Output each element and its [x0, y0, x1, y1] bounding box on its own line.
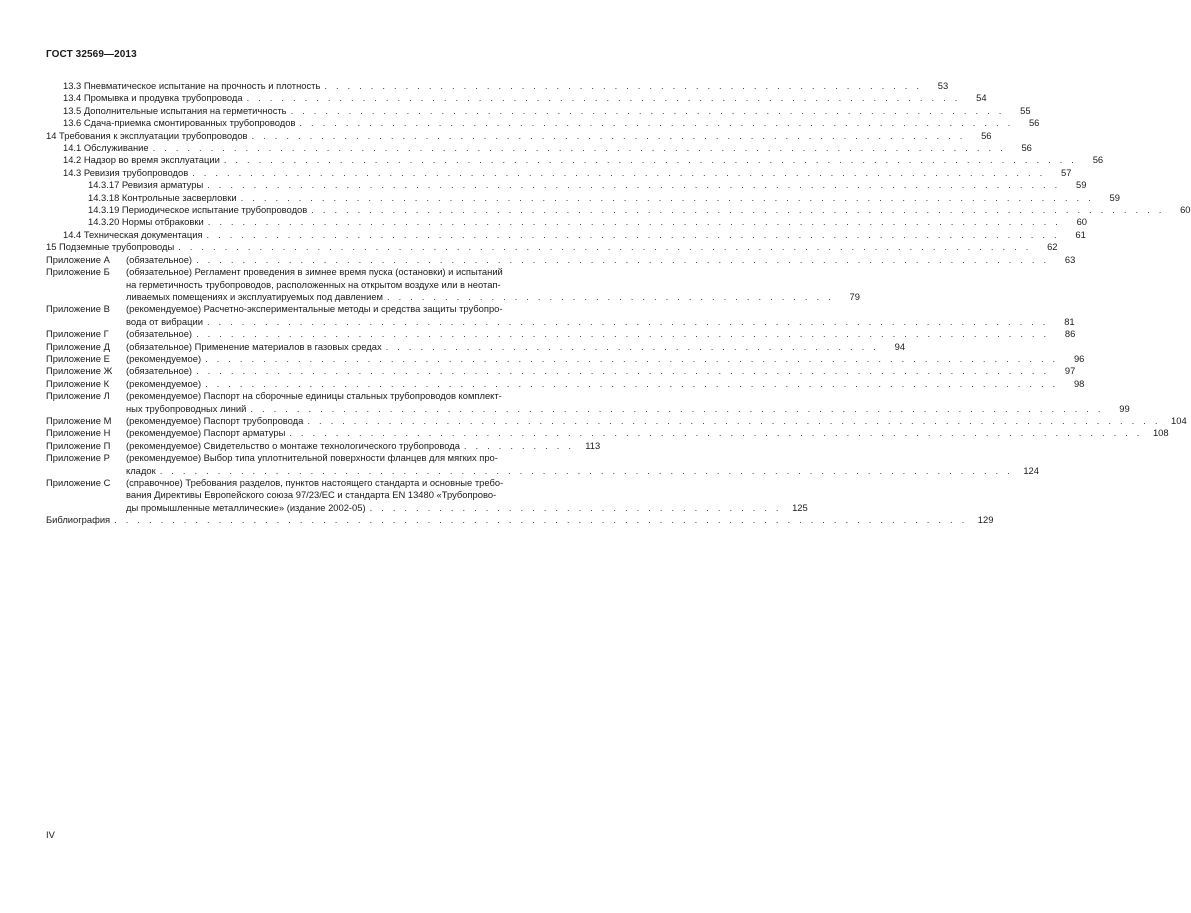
toc-appendix-entry[interactable]: [46, 390, 1130, 415]
toc-entry[interactable]: [46, 142, 1032, 154]
toc-entry-page: 62: [1047, 241, 1058, 253]
toc-entry-title: 13.5 Дополнительные испытания на герметичность: [63, 104, 287, 116]
appendix-title-line: ды промышленные металлические» (издание 2002-05): [126, 501, 366, 513]
toc-entry-page: 60: [1076, 216, 1088, 228]
dot-leader: . . . . . . . . . . . . . . . . . . . . . . . . . . . . . . . . . . . . . . . . . . . . . . . . . . . . . . . . . . . . . . . . . . . . . . . . . .: [289, 427, 1143, 439]
appendix-label: Приложение Р: [46, 452, 110, 464]
dot-leader: . . . . . . . . . . . . . . . . . . . . . . . . . . . . . . . . . . . . . . . . . . . . . . . . . . . . . . . . . . . . . . . . . . . . . . . . . .: [152, 142, 1006, 154]
toc-entry-page: 55: [1020, 104, 1031, 116]
appendix-label: Приложение С: [46, 477, 111, 488]
toc-entry-page: 60: [1180, 204, 1191, 216]
toc-entry-page: 81: [1064, 315, 1075, 327]
dot-leader: . . . . . . . . . . . . . . . . . . . . . . . . . . . . . . . . . . . . . . . . . . . . . . . . . . . . . . . . . . . . . . . . . . . . . . . . . .: [223, 154, 1078, 166]
toc-entry-page: 124: [1023, 464, 1039, 476]
toc-appendix-entry[interactable]: [46, 414, 1187, 427]
appendix-title-line: (рекомендуемое) Паспорт на сборочные единицы стальных трубопроводов комплект-: [126, 390, 502, 402]
toc-entry-title: 13.3 Пневматическое испытание на прочность и плотность: [63, 80, 321, 91]
dot-leader: . . . . . . . . . . . . . . . . . . . . . . . . . . . . . . . . . . . . . . . . . . . . . . . . . . . . . . . . . . . . . . . . . . . . . . . . . .: [196, 253, 1050, 265]
toc-entry-title: 14.3.20 Нормы отбраковки: [88, 216, 204, 228]
appendix-title: (рекомендуемое) Свидетельство о монтаже технологического трубопровода: [126, 439, 460, 451]
dot-leader: . . . . . . . . . . . . . . . . . . . . . . . . . . . . . . . . . . . . . . .: [386, 290, 834, 302]
toc-appendix-entry[interactable]: [46, 439, 601, 452]
toc-entry-page: 96: [1073, 352, 1085, 364]
appendix-title-line: вания Директивы Европейского союза 97/23/ЕС и стандарта EN 13480 «Трубопрово-: [126, 489, 497, 501]
dot-leader: . . . . . . . . . . . . . . . . . . . . . . . . . . . . . . . . . . . .: [369, 501, 782, 513]
toc-entry[interactable]: [46, 166, 1072, 179]
table-of-contents: [46, 80, 1191, 527]
toc-entry-title: 14.3.18 Контрольные засверловки: [88, 191, 237, 203]
toc-appendix-entry[interactable]: [46, 477, 808, 514]
appendix-title: (обязательное): [126, 328, 193, 340]
toc-entry-title: 13.6 Сдача-приемка смонтированных трубопроводов: [63, 117, 296, 129]
toc-entry-page: 125: [792, 501, 808, 513]
toc-entry[interactable]: [46, 204, 1191, 216]
dot-leader: . . . . . . . . . . . . . . . . . . . . . . . . . . . . . . . . . . . . . . . . . . .: [385, 340, 880, 352]
toc-entry-page: 98: [1073, 377, 1085, 389]
toc-entry-page: 99: [1119, 402, 1130, 414]
dot-leader: . . . . . . . . . .: [463, 439, 575, 451]
appendix-label: Приложение Н: [46, 427, 111, 439]
toc-entry-page: 54: [976, 92, 987, 104]
toc-appendix-entry[interactable]: [46, 303, 1075, 328]
dot-leader: . . . . . . . . . . . . . . . . . . . . . . . . . . . . . . . . . . . . . . . . . . . . . . . . . . . .: [324, 80, 923, 91]
toc-entry-title: 14 Требования к эксплуатации трубопроводов: [46, 129, 248, 141]
toc-entry-title: 14.2 Надзор во время эксплуатации: [63, 154, 220, 166]
dot-leader: . . . . . . . . . . . . . . . . . . . . . . . . . . . . . . . . . . . . . . . . . . . . . . . . . . . . . . . . . . . . . . . . . . . . . . . . . .: [206, 228, 1060, 240]
toc-entry-page: 97: [1064, 365, 1076, 377]
toc-appendix-entry[interactable]: [46, 340, 906, 353]
toc-entry-page: 86: [1064, 328, 1076, 340]
dot-leader: . . . . . . . . . . . . . . . . . . . . . . . . . . . . . . . . . . . . . . . . . . . . . . . . . . . . . . . . . . . . . . . . . . . . . . . . . .: [205, 352, 1059, 364]
dot-leader: . . . . . . . . . . . . . . . . . . . . . . . . . . . . . . . . . . . . . . . . . . . . . . . . . . . . . . . . . . . . . . . . . . . . . . . . . .: [205, 377, 1059, 389]
toc-entry-title: 14.3.17 Ревизия арматуры: [88, 179, 204, 191]
toc-appendix-entry[interactable]: [46, 266, 860, 303]
toc-entry-page: 113: [585, 439, 601, 451]
toc-entry-page: 56: [981, 129, 992, 141]
toc-appendix-entry[interactable]: [46, 352, 1085, 365]
toc-entry-title: 15 Подземные трубопроводы: [46, 241, 175, 253]
toc-entry-title: 14.3.19 Периодическое испытание трубопроводов: [88, 204, 308, 216]
toc-entry-page: 129: [977, 514, 994, 526]
appendix-title: (рекомендуемое): [126, 352, 202, 364]
appendix-title-line: ливаемых помещениях и эксплуатируемых под давлением: [126, 290, 383, 302]
toc-entry-page: 59: [1076, 179, 1087, 191]
toc-appendix-entry[interactable]: [46, 452, 1039, 477]
dot-leader: . . . . . . . . . . . . . . . . . . . . . . . . . . . . . . . . . . . . . . . . . . . . . . . . . . . . . . . . . . . . . . . . . . . . . . . . . .: [196, 328, 1050, 340]
dot-leader: . . . . . . . . . . . . . . . . . . . . . . . . . . . . . . . . . . . . . . . . . . . . . . . . . . . . . . . . . . . . . . . . . . . . . . . . . .: [114, 514, 968, 526]
toc-entry[interactable]: [46, 216, 1088, 228]
toc-entry[interactable]: [46, 179, 1087, 191]
page-number: IV: [46, 829, 55, 840]
dot-leader: . . . . . . . . . . . . . . . . . . . . . . . . . . . . . . . . . . . . . . . . . . . . . . . . . . . . . . . . . . . . . .: [251, 129, 966, 141]
toc-entry[interactable]: [46, 241, 1058, 253]
toc-entry[interactable]: [46, 117, 1040, 129]
toc-entry[interactable]: [46, 228, 1086, 241]
toc-entry-page: 59: [1109, 191, 1120, 203]
dot-leader: . . . . . . . . . . . . . . . . . . . . . . . . . . . . . . . . . . . . . . . . . . . . . . . . . . . . . . . . . . . . . .: [290, 104, 1005, 116]
toc-entry-title: 14.3 Ревизия трубопроводов: [63, 166, 189, 178]
dot-leader: . . . . . . . . . . . . . . . . . . . . . . . . . . . . . . . . . . . . . . . . . . . . . . . . . . . . . . . . . . . . . . . . . . . . . . . . . .: [240, 191, 1094, 203]
toc-entry-title: Библиография: [46, 514, 111, 526]
toc-entry-page: 56: [1092, 154, 1104, 166]
appendix-label: Приложение Б: [46, 266, 110, 278]
appendix-label: Приложение К: [46, 377, 110, 389]
appendix-label: Приложение Д: [46, 340, 110, 352]
toc-entry-page: 63: [1064, 253, 1076, 265]
appendix-title: (обязательное): [126, 253, 193, 265]
toc-entry[interactable]: [46, 154, 1104, 166]
toc-entry[interactable]: [46, 191, 1120, 204]
toc-appendix-entry[interactable]: [46, 365, 1076, 377]
appendix-title-line: (рекомендуемое) Выбор типа уплотнительной поверхности фланцев для мягких про-: [126, 452, 498, 464]
appendix-title-line: на герметичность трубопроводов, расположенных на открытом воздухе или в неотап-: [126, 278, 501, 290]
appendix-label: Приложение В: [46, 303, 110, 315]
appendix-label: Приложение П: [46, 439, 111, 451]
dot-leader: . . . . . . . . . . . . . . . . . . . . . . . . . . . . . . . . . . . . . . . . . . . . . . . . . . . . . . . . . . . . . . . . . . . . . . . . . .: [311, 204, 1165, 216]
dot-leader: . . . . . . . . . . . . . . . . . . . . . . . . . . . . . . . . . . . . . . . . . . . . . . . . . . . . . . . . . . . . . . . . . . . . . . . . . .: [159, 464, 1013, 476]
toc-entry-title: 13.4 Промывка и продувка трубопровода: [63, 92, 243, 104]
document-header: ГОСТ 32569—2013: [46, 49, 137, 60]
toc-entry-title: 14.1 Обслуживание: [63, 142, 149, 154]
appendix-title: (рекомендуемое): [126, 377, 202, 389]
appendix-title-line: ных трубопроводных линий: [126, 402, 247, 414]
appendix-title-line: (справочное) Требования разделов, пунктов настоящего стандарта и основные требо-: [126, 477, 504, 488]
toc-entry-page: 53: [937, 80, 949, 91]
dot-leader: . . . . . . . . . . . . . . . . . . . . . . . . . . . . . . . . . . . . . . . . . . . . . . . . . . . . . . . . . . . . . .: [299, 117, 1014, 129]
appendix-title-line: вода от вибрации: [126, 315, 203, 327]
toc-entry[interactable]: [46, 92, 987, 104]
toc-entry[interactable]: [46, 129, 992, 142]
toc-entry[interactable]: [46, 80, 949, 92]
dot-leader: . . . . . . . . . . . . . . . . . . . . . . . . . . . . . . . . . . . . . . . . . . . . . . . . . . . . . . . . . . . . . . . . . . . . . . . . . .: [178, 241, 1032, 253]
dot-leader: . . . . . . . . . . . . . . . . . . . . . . . . . . . . . . . . . . . . . . . . . . . . . . . . . . . . . . . . . . . . . . . . . . . . . . . . . .: [250, 402, 1104, 414]
toc-entry-page: 56: [1021, 142, 1032, 154]
toc-entry-page: 61: [1075, 228, 1086, 240]
appendix-title: (рекомендуемое) Паспорт арматуры: [126, 427, 286, 439]
appendix-title: (обязательное): [126, 365, 193, 377]
appendix-title-line: кладок: [126, 464, 156, 476]
toc-entry-title: 14.4 Техническая документация: [63, 228, 203, 240]
toc-entry-page: 104: [1171, 414, 1187, 426]
appendix-title-line: (рекомендуемое) Расчетно-экспериментальные методы и средства защиты трубопро-: [126, 303, 503, 315]
dot-leader: . . . . . . . . . . . . . . . . . . . . . . . . . . . . . . . . . . . . . . . . . . . . . . . . . . . . . . . . . . . . . . . . . . . . . . . . . .: [307, 414, 1161, 426]
toc-entry-page: 108: [1152, 427, 1169, 439]
appendix-label: Приложение А: [46, 253, 110, 265]
dot-leader: . . . . . . . . . . . . . . . . . . . . . . . . . . . . . . . . . . . . . . . . . . . . . . . . . . . . . . . . . . . . . . . . . . . . . . . . . .: [192, 166, 1046, 178]
toc-entry-page: 79: [849, 290, 860, 302]
appendix-label: Приложение Л: [46, 390, 110, 402]
toc-entry[interactable]: [46, 104, 1031, 117]
appendix-title-line: (обязательное) Регламент проведения в зимнее время пуска (остановки) и испытаний: [126, 266, 503, 278]
appendix-title: (обязательное) Применение материалов в газовых средах: [126, 340, 382, 352]
dot-leader: . . . . . . . . . . . . . . . . . . . . . . . . . . . . . . . . . . . . . . . . . . . . . . . . . . . . . . . . . . . . . . . . . . . . . . . . . .: [207, 216, 1062, 228]
toc-entry[interactable]: [46, 514, 994, 526]
toc-entry-page: 94: [894, 340, 906, 352]
dot-leader: . . . . . . . . . . . . . . . . . . . . . . . . . . . . . . . . . . . . . . . . . . . . . . . . . . . . . . . . . . . . . .: [246, 92, 961, 104]
dot-leader: . . . . . . . . . . . . . . . . . . . . . . . . . . . . . . . . . . . . . . . . . . . . . . . . . . . . . . . . . . . . . . . . . . . . . . . . . .: [207, 179, 1061, 191]
toc-entry-page: 56: [1028, 117, 1040, 129]
appendix-label: Приложение Г: [46, 328, 109, 340]
dot-leader: . . . . . . . . . . . . . . . . . . . . . . . . . . . . . . . . . . . . . . . . . . . . . . . . . . . . . . . . . . . . . . . . . . . . . . . . . .: [196, 365, 1050, 377]
toc-appendix-entry[interactable]: [46, 377, 1085, 390]
appendix-label: Приложение М: [46, 414, 112, 426]
appendix-label: Приложение Ж: [46, 365, 113, 377]
dot-leader: . . . . . . . . . . . . . . . . . . . . . . . . . . . . . . . . . . . . . . . . . . . . . . . . . . . . . . . . . . . . . . . . . . . . . . . . .: [206, 315, 1049, 327]
appendix-label: Приложение Е: [46, 352, 110, 364]
toc-appendix-entry[interactable]: [46, 427, 1169, 439]
appendix-title: (рекомендуемое) Паспорт трубопровода: [126, 414, 304, 426]
toc-appendix-entry[interactable]: [46, 328, 1076, 340]
toc-appendix-entry[interactable]: [46, 253, 1076, 266]
toc-entry-page: 57: [1061, 166, 1072, 178]
